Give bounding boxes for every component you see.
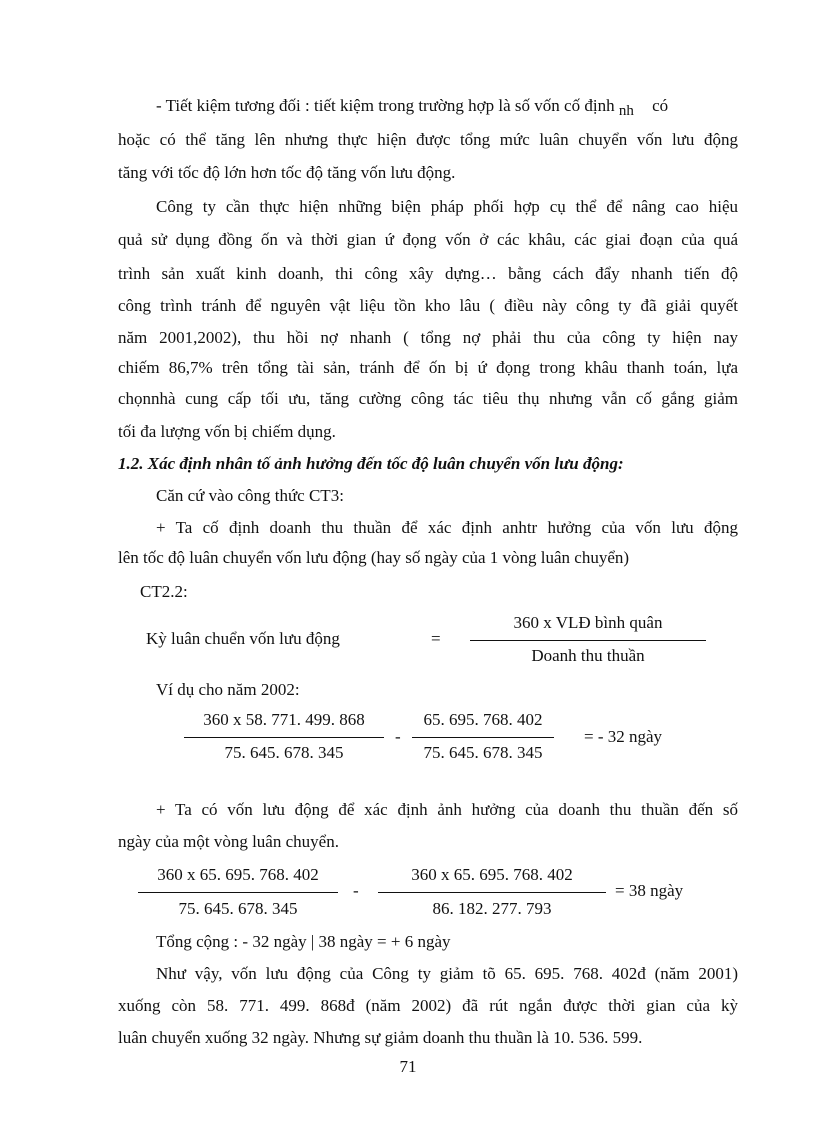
fraction-bar <box>138 892 338 893</box>
paragraph-line: Như vậy, vốn lưu động của Công ty giảm tõ 65. 695. 768. 402đ (năm 2001) <box>156 964 738 983</box>
fraction-bar <box>412 737 554 738</box>
paragraph-line: + Ta có vốn lưu động để xác định ảnh hưởng của doanh thu thuần đến số <box>156 800 738 819</box>
paragraph-line: tối đa lượng vốn bị chiếm dụng. <box>118 422 336 441</box>
paragraph-line <box>156 94 738 118</box>
paragraph-line: luân chuyển xuống 32 ngày. Nhưng sự giảm doanh thu thuần là 10. 536. 599. <box>118 1028 643 1047</box>
paragraph-line: Căn cứ vào công thức CT3: <box>156 486 344 505</box>
paragraph-line: + Ta cố định doanh thu thuần để xác định anhtr hưởng của vốn lưu động <box>156 518 738 537</box>
page-number: 71 <box>399 1057 417 1076</box>
fraction-bar <box>470 640 706 641</box>
formula3-numerator-2: 360 x 65. 695. 768. 402 <box>411 865 573 884</box>
paragraph-line: lên tốc độ luân chuyển vốn lưu động (hay số ngày của 1 vòng luân chuyển) <box>118 548 630 567</box>
paragraph-line: xuống còn 58. 771. 499. 868đ (năm 2002) đã rút ngắn được thời gian của kỳ <box>118 996 738 1015</box>
example-label: Ví dụ cho năm 2002: <box>156 680 300 699</box>
subscript-text: nh <box>618 103 634 119</box>
paragraph-line: Công ty cần thực hiện những biện pháp phối hợp cụ thể để nâng cao hiệu <box>156 197 738 216</box>
text-span: có <box>652 96 669 115</box>
formula1-equals: = <box>431 629 441 648</box>
formula3-numerator-1: 360 x 65. 695. 768. 402 <box>157 865 319 884</box>
formula1-numerator: 360 x VLĐ bình quân <box>513 613 663 632</box>
formula3-result: = 38 ngày <box>615 881 684 900</box>
fraction-bar <box>184 737 384 738</box>
total-line: Tổng cộng : - 32 ngày | 38 ngày = + 6 ngày <box>156 932 451 951</box>
formula2-denominator-1: 75. 645. 678. 345 <box>224 743 344 762</box>
paragraph-line: công trình tránh để nguyên vật liệu tồn kho lâu ( điều này công ty đã giải quyết <box>118 296 738 315</box>
paragraph-line: ngày của một vòng luân chuyển. <box>118 832 339 851</box>
paragraph-line: năm 2001,2002), thu hồi nợ nhanh ( tổng nợ phải thu của công ty hiện nay <box>118 328 738 347</box>
formula2-denominator-2: 75. 645. 678. 345 <box>423 743 543 762</box>
formula1-denominator: Doanh thu thuần <box>531 646 645 665</box>
text-span: - Tiết kiệm tương đối : tiết kiệm trong trường hợp là số vốn cố định <box>156 96 615 115</box>
section-heading: 1.2. Xác định nhân tố ảnh hưởng đến tốc độ luân chuyển vốn lưu động: <box>118 454 624 473</box>
paragraph-line: trình sản xuất kinh doanh, thi công xây dựng… bằng cách đẩy nhanh tiến độ <box>118 264 738 283</box>
paragraph-line: quả sử dụng đồng ốn và thời gian ứ đọng vốn ở các khâu, các giai đoạn của quá <box>118 230 738 249</box>
fraction-bar <box>378 892 606 893</box>
paragraph-line: hoặc có thể tăng lên nhưng thực hiện được tổng mức luân chuyển vốn lưu động <box>118 130 738 149</box>
paragraph-line: tăng với tốc độ lớn hơn tốc độ tăng vốn lưu động. <box>118 163 456 182</box>
paragraph-line: chọnnhà cung cấp tối ưu, tăng cường công tác tiêu thụ nhưng vẫn cố gắng giảm <box>118 389 738 408</box>
formula3-denominator-1: 75. 645. 678. 345 <box>178 899 298 918</box>
formula3-denominator-2: 86. 182. 277. 793 <box>432 899 552 918</box>
paragraph-line: chiếm 86,7% trên tổng tài sản, tránh để ốn bị ứ đọng trong khâu thanh toán, lựa <box>118 358 738 377</box>
formula2-minus: - <box>395 727 401 746</box>
formula2-result: = - 32 ngày <box>584 727 663 746</box>
formula2-numerator-1: 360 x 58. 771. 499. 868 <box>203 710 365 729</box>
formula1-left: Kỳ luân chuển vốn lưu động <box>146 629 340 648</box>
formula-label: CT2.2: <box>140 582 188 601</box>
formula2-numerator-2: 65. 695. 768. 402 <box>423 710 543 729</box>
formula3-minus: - <box>353 881 359 900</box>
